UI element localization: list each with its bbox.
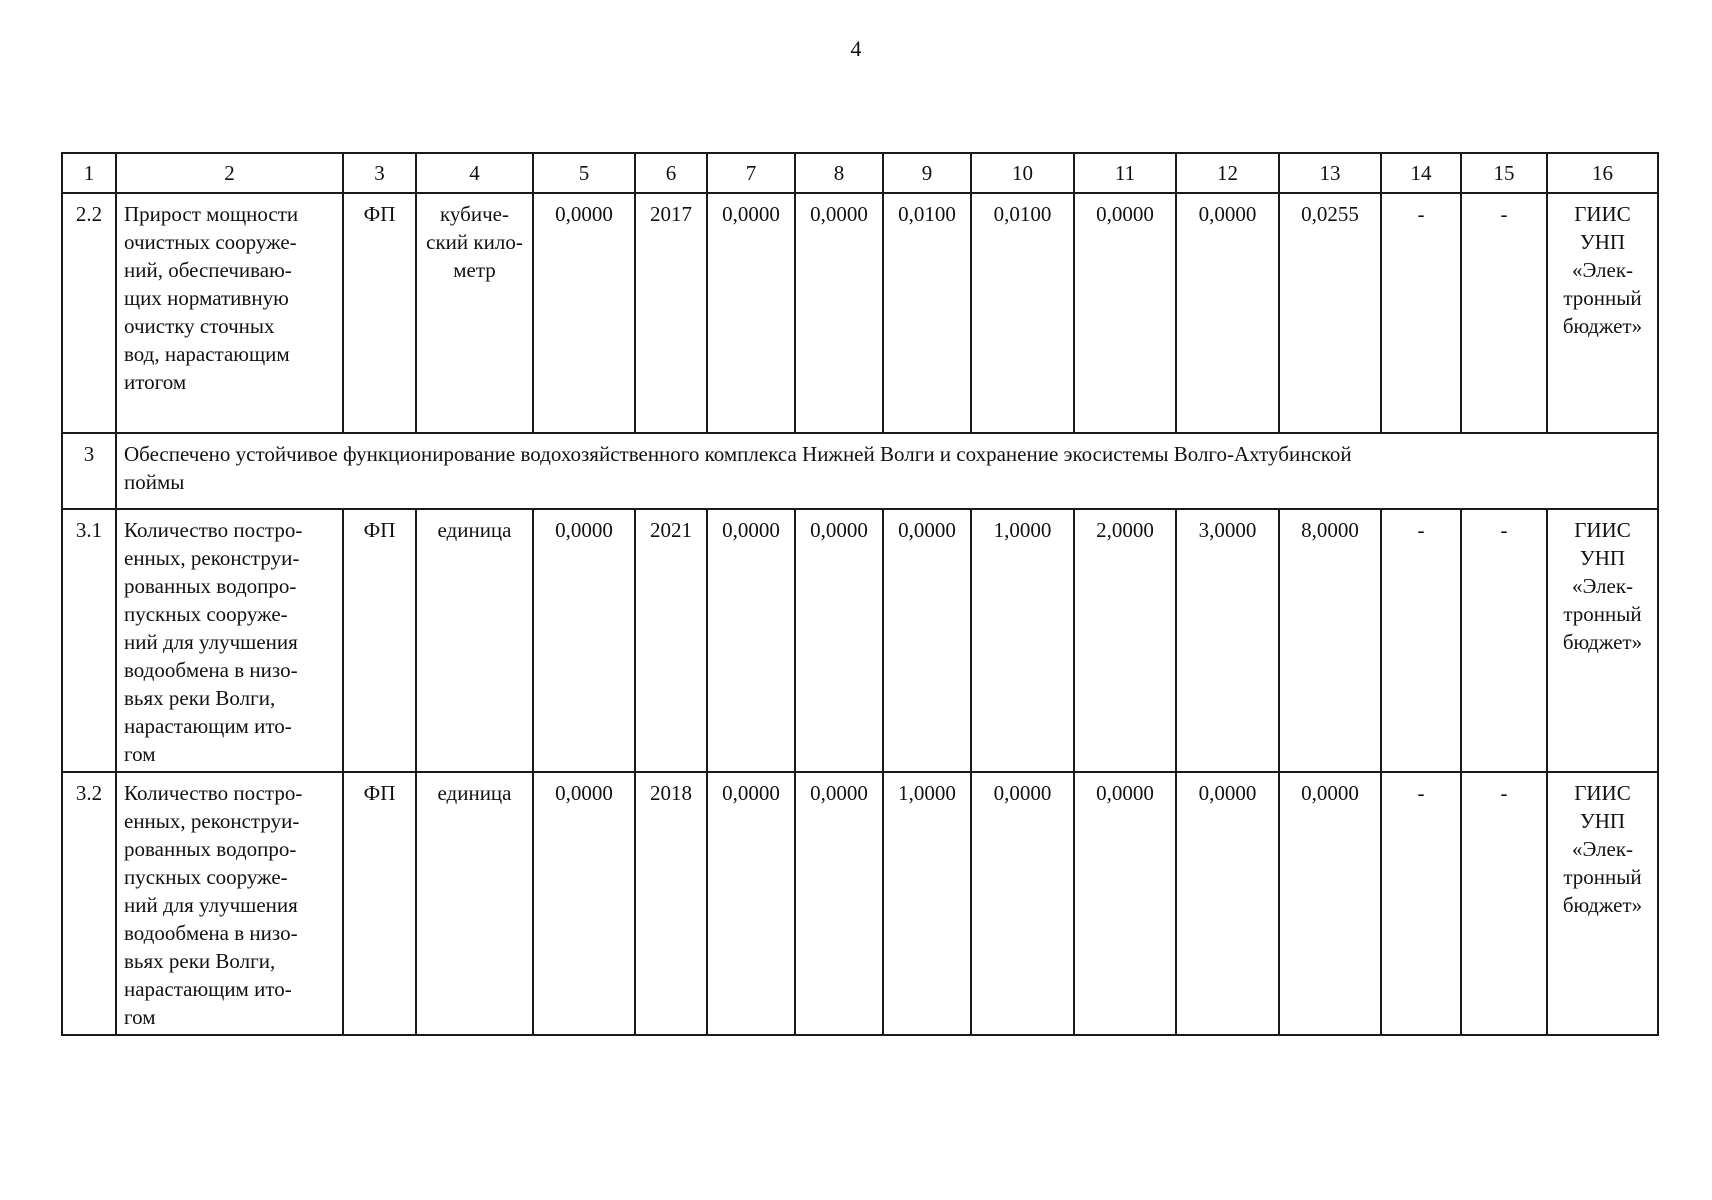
unit-line: единица <box>437 518 512 542</box>
indicator-name-line: гом <box>124 742 156 766</box>
source-line: тронный <box>1563 865 1642 889</box>
source-line: «Элек- <box>1571 837 1634 861</box>
indicator-name-line: енных, реконструи- <box>124 809 300 833</box>
column-header: 13 <box>1279 153 1381 193</box>
source-cell <box>1547 193 1658 433</box>
value-cell: 0,0255 <box>1279 193 1381 433</box>
unit-line: метр <box>453 258 496 282</box>
indicators-table <box>61 152 1659 1036</box>
base-year-cell: 2018 <box>635 772 707 1035</box>
unit-cell <box>416 772 533 1035</box>
indicator-name-line: очистку сточных <box>124 314 275 338</box>
column-header: 5 <box>533 153 635 193</box>
value-cell: 0,0000 <box>795 772 883 1035</box>
value-cell: 0,0000 <box>707 193 795 433</box>
source-line: тронный <box>1563 286 1642 310</box>
column-header: 9 <box>883 153 971 193</box>
base-year-cell: 2021 <box>635 509 707 772</box>
source-line: ГИИС <box>1574 781 1631 805</box>
indicator-name-line: рованных водопро- <box>124 574 297 598</box>
indicator-name-line: пускных сооруже- <box>124 602 288 626</box>
value-cell: 8,0000 <box>1279 509 1381 772</box>
value-cell: 2,0000 <box>1074 509 1176 772</box>
source-line: «Элек- <box>1571 258 1634 282</box>
value-cell: 0,0000 <box>795 509 883 772</box>
value-cell: 0,0000 <box>1176 193 1279 433</box>
section-title-cell <box>116 433 1658 509</box>
value-cell: 0,0000 <box>707 772 795 1035</box>
value-cell: 0,0000 <box>1176 772 1279 1035</box>
indicator-name-line: Прирост мощности <box>124 202 299 226</box>
source-line: УНП <box>1579 230 1626 254</box>
indicator-name-line: щих нормативную <box>124 286 289 310</box>
unit-line: ский кило- <box>426 230 523 254</box>
indicator-name-line: водообмена в низо- <box>124 921 298 945</box>
row-number-cell: 3.2 <box>62 772 116 1035</box>
value-cell: 1,0000 <box>971 509 1074 772</box>
source-line: ГИИС <box>1574 202 1631 226</box>
value-cell: 0,0000 <box>971 772 1074 1035</box>
indicator-name-cell <box>116 193 343 433</box>
column-header: 16 <box>1547 153 1658 193</box>
source-line: бюджет» <box>1562 630 1643 654</box>
column-header: 11 <box>1074 153 1176 193</box>
indicator-name-line: вьях реки Волги, <box>124 949 276 973</box>
value-cell: 0,0000 <box>1279 772 1381 1035</box>
indicator-name-line: пускных сооруже- <box>124 865 288 889</box>
value-cell: 1,0000 <box>883 772 971 1035</box>
indicator-name-line: вьях реки Волги, <box>124 686 276 710</box>
header-row <box>62 153 1658 193</box>
row-number-cell: 3.1 <box>62 509 116 772</box>
section-row-3 <box>62 433 1658 509</box>
indicator-name-line: гом <box>124 1005 156 1029</box>
indicator-name-cell <box>116 509 343 772</box>
source-line: «Элек- <box>1571 574 1634 598</box>
indicator-row-3-1 <box>62 509 1658 772</box>
value-cell: 0,0100 <box>883 193 971 433</box>
indicator-name-line: енных, реконструи- <box>124 546 300 570</box>
indicator-name-line: рованных водопро- <box>124 837 297 861</box>
indicator-name-line: ний для улучшения <box>124 893 298 917</box>
page-number: 4 <box>850 36 862 61</box>
column-header: 10 <box>971 153 1074 193</box>
level-cell: ФП <box>343 772 416 1035</box>
indicator-name-line: нарастающим ито- <box>124 977 292 1001</box>
level-cell: ФП <box>343 193 416 433</box>
value-cell: 0,0100 <box>971 193 1074 433</box>
unit-line: единица <box>437 781 512 805</box>
source-line: тронный <box>1563 602 1642 626</box>
column-header: 14 <box>1381 153 1461 193</box>
indicator-row-2-2 <box>62 193 1658 433</box>
col15-cell: - <box>1461 193 1547 433</box>
column-header: 4 <box>416 153 533 193</box>
column-header: 2 <box>116 153 343 193</box>
indicator-name-line: нарастающим ито- <box>124 714 292 738</box>
source-line: бюджет» <box>1562 893 1643 917</box>
col15-cell: - <box>1461 772 1547 1035</box>
source-cell <box>1547 772 1658 1035</box>
value-cell: 0,0000 <box>1074 193 1176 433</box>
source-cell <box>1547 509 1658 772</box>
unit-cell <box>416 509 533 772</box>
indicator-name-line: Количество постро- <box>124 781 303 805</box>
column-header: 8 <box>795 153 883 193</box>
source-line: УНП <box>1579 546 1626 570</box>
indicator-name-line: вод, нарастающим <box>124 342 290 366</box>
base-value-cell: 0,0000 <box>533 772 635 1035</box>
section-number-cell: 3 <box>62 433 116 509</box>
value-cell: 0,0000 <box>795 193 883 433</box>
column-header: 15 <box>1461 153 1547 193</box>
indicator-name-cell <box>116 772 343 1035</box>
column-header: 6 <box>635 153 707 193</box>
col14-cell: - <box>1381 509 1461 772</box>
value-cell: 0,0000 <box>883 509 971 772</box>
column-header: 3 <box>343 153 416 193</box>
source-line: бюджет» <box>1562 314 1643 338</box>
column-header: 7 <box>707 153 795 193</box>
base-value-cell: 0,0000 <box>533 193 635 433</box>
level-cell: ФП <box>343 509 416 772</box>
indicator-name-line: очистных сооруже- <box>124 230 297 254</box>
indicator-name-line: водообмена в низо- <box>124 658 298 682</box>
base-value-cell: 0,0000 <box>533 509 635 772</box>
section-title-line: Обеспечено устойчивое функционирование водохозяйственного комплекса Нижней Волги и сохранение экосистемы Волго-Ахтубинской <box>124 442 1352 466</box>
value-cell: 0,0000 <box>707 509 795 772</box>
value-cell: 0,0000 <box>1074 772 1176 1035</box>
unit-cell <box>416 193 533 433</box>
indicator-name-line: Количество постро- <box>124 518 303 542</box>
indicator-row-3-2 <box>62 772 1658 1035</box>
value-cell: 3,0000 <box>1176 509 1279 772</box>
indicator-name-line: ний для улучшения <box>124 630 298 654</box>
col14-cell: - <box>1381 772 1461 1035</box>
col14-cell: - <box>1381 193 1461 433</box>
column-header: 1 <box>62 153 116 193</box>
indicator-name-line: итогом <box>124 370 187 394</box>
column-header: 12 <box>1176 153 1279 193</box>
source-line: УНП <box>1579 809 1626 833</box>
indicator-name-line: ний, обеспечиваю- <box>124 258 292 282</box>
row-number-cell: 2.2 <box>62 193 116 433</box>
unit-line: кубиче- <box>440 202 509 226</box>
col15-cell: - <box>1461 509 1547 772</box>
source-line: ГИИС <box>1574 518 1631 542</box>
section-title-line: поймы <box>124 470 185 494</box>
base-year-cell: 2017 <box>635 193 707 433</box>
